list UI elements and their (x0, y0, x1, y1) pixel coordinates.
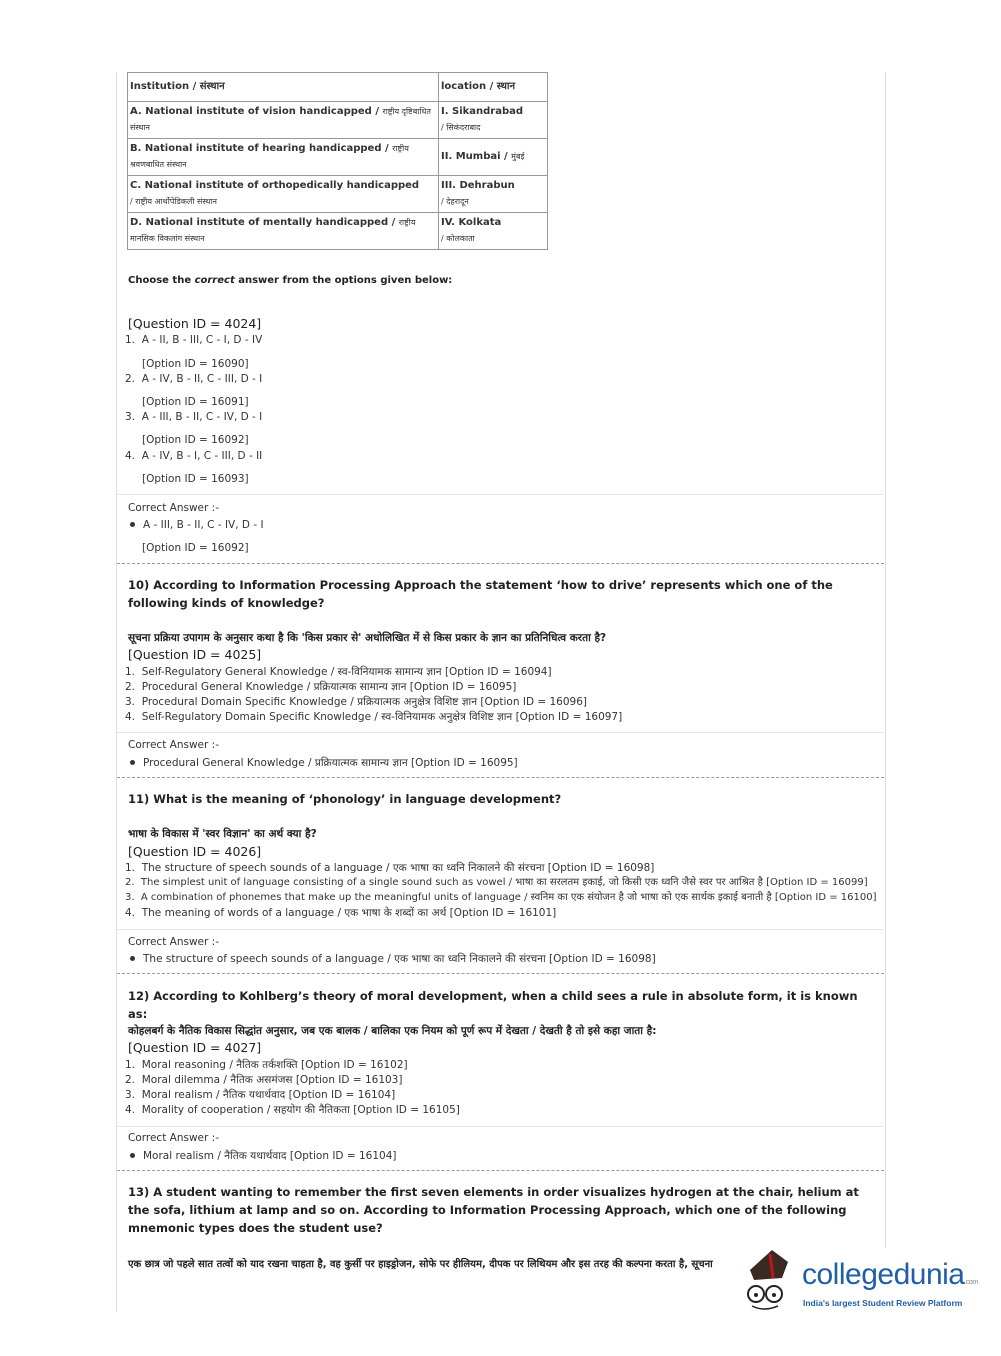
cell-text: C. National institute of orthopedically handicapped (130, 180, 420, 191)
question-id: [Question ID = 4024] (128, 316, 262, 331)
cell-text: A. National institute of vision handicapped / (130, 106, 383, 117)
correct-answer-label: Correct Answer :- (128, 936, 219, 948)
cell-text: III. Dehrabun (441, 180, 515, 191)
bullet-icon (130, 760, 135, 765)
option-item: 2. A - IV, B - II, C - III, D - I (125, 373, 263, 385)
correct-answer: Moral realism / नैतिक यथार्थवाद [Option ID = 16104] (128, 1149, 396, 1163)
divider (117, 732, 884, 733)
logo-tagline: India's largest Student Review Platform (803, 1298, 963, 1308)
option-item: 1. Self-Regulatory General Knowledge / स्व-विनियामक सामान्य ज्ञान [Option ID = 16094] (125, 666, 552, 678)
divider (117, 1126, 884, 1127)
question-separator (117, 1170, 884, 1171)
cell-text: D. National institute of mentally handicapped / (130, 217, 399, 228)
cell-hindi: / राष्ट्रीय आर्थोपेडिकली संस्थान (130, 197, 217, 206)
option-item: 4. A - IV, B - I, C - III, D - II (125, 450, 263, 462)
question-separator (117, 777, 884, 778)
cell-hindi: राष्ट्रीय श्रवणबाधित संस्थान (130, 144, 409, 169)
option-item: 3. A - III, B - II, C - IV, D - I (125, 411, 263, 423)
cell-text: IV. Kolkata (441, 217, 502, 228)
question-id: [Question ID = 4026] (128, 844, 262, 859)
cell-hindi: / देहरादून (441, 197, 469, 206)
question-hindi: भाषा के विकास में 'स्वर विज्ञान' का अर्थ क्या है? (128, 828, 317, 840)
table-header-row (128, 73, 548, 102)
correct-answer-label: Correct Answer :- (128, 739, 219, 751)
instruction-text: Choose the correct answer from the options given below: (128, 275, 453, 286)
table-row (128, 139, 548, 176)
question-text: 12) According to Kohlberg’s theory of moral development, when a child sees a rule in absolute form, it is known as: (128, 989, 858, 1021)
option-item: 3. Moral realism / नैतिक यथार्थवाद [Option ID = 16104] (125, 1089, 396, 1101)
correct-answer: A - III, B - II, C - IV, D - I (128, 518, 264, 532)
divider (117, 929, 884, 930)
bullet-icon (130, 522, 135, 527)
option-item: 2. Procedural General Knowledge / प्रक्रियात्मक सामान्य ज्ञान [Option ID = 16095] (125, 681, 517, 693)
mascot-icon (742, 1248, 800, 1314)
cell-hindi: राष्ट्रीय मानसिक विकलांग संस्थान (130, 218, 416, 243)
cell-hindi: / कोलकाता (441, 234, 475, 243)
option-item: 4. Morality of cooperation / सहयोग की नैतिकता [Option ID = 16105] (125, 1104, 460, 1116)
correct-answer-label: Correct Answer :- (128, 502, 219, 514)
question-hindi: सूचना प्रक्रिया उपागम के अनुसार कथा है कि 'किस प्रकार से' अधोलिखित में से किस प्रकार के ज्ञान का प्रतिनिधित्व करता है? (128, 632, 607, 644)
question-id: [Question ID = 4027] (128, 1040, 262, 1055)
match-table (127, 72, 548, 250)
bullet-icon (130, 956, 135, 961)
correct-answer: The structure of speech sounds of a language / एक भाषा का ध्वनि निकालने की संरचना [Option ID = 16098] (128, 952, 656, 966)
option-id: [Option ID = 16091] (142, 396, 249, 408)
option-item: 4. The meaning of words of a language / एक भाषा के शब्दों का अर्थ [Option ID = 16101] (125, 907, 557, 919)
question-separator (117, 563, 884, 564)
cell-text: B. National institute of hearing handicapped / (130, 143, 393, 154)
option-item: 1. A - II, B - III, C - I, D - IV (125, 334, 263, 346)
divider (117, 494, 884, 495)
option-id: [Option ID = 16093] (142, 473, 249, 485)
question-hindi: एक छात्र जो पहले सात तत्वों को याद रखना चाहता है, वह कुर्सी पर हाइड्रोजन, सोफे पर हीलियम, दीपक पर लिथियम और इस तरह की कल्पना करता है, सूचना (128, 1259, 713, 1270)
question-text: 13) A student wanting to remember the first seven elements in order visualizes hydrogen at the chair, helium at the sofa, lithium at lamp and so on. According to Information Processing Approach, which one of the following mnemonic types does the student use? (128, 1185, 859, 1235)
table-row (128, 213, 548, 250)
table-row (128, 102, 548, 139)
question-hindi: कोहलबर्ग के नैतिक विकास सिद्धांत अनुसार, जब एक बालक / बालिका एक नियम को पूर्ण रूप में देखता / देखती है तो इसे कहा जाता है: (128, 1025, 657, 1037)
cell-hindi: राष्ट्रीय दृष्टिबाधित संस्थान (130, 107, 431, 132)
option-id: [Option ID = 16092] (142, 542, 249, 554)
bullet-icon (130, 1153, 135, 1158)
cell-text: I. Sikandrabad (441, 106, 524, 117)
cell-text: II. Mumbai / (441, 151, 512, 162)
correct-answer: Procedural General Knowledge / प्रक्रियात्मक सामान्य ज्ञान [Option ID = 16095] (128, 756, 518, 770)
cell-hindi: मुंबई (511, 152, 525, 161)
question-text: 10) According to Information Processing Approach the statement ‘how to drive’ represents which one of the following kinds of knowledge? (128, 578, 833, 610)
cell-hindi: / सिकंदराबाद (441, 123, 481, 132)
option-item: 2. Moral dilemma / नैतिक असमंजस [Option ID = 16103] (125, 1074, 403, 1086)
question-id: [Question ID = 4025] (128, 647, 262, 662)
collegedunia-logo (742, 1248, 978, 1314)
option-id: [Option ID = 16090] (142, 358, 249, 370)
correct-answer-label: Correct Answer :- (128, 1132, 219, 1144)
table-header-cell: location / स्थान (439, 73, 548, 102)
logo-suffix: .com (964, 1279, 978, 1286)
question-text: 11) What is the meaning of ‘phonology’ in language development? (128, 792, 562, 806)
logo-name: collegedunia (802, 1258, 965, 1291)
option-item: 1. Moral reasoning / नैतिक तर्कशक्ति [Option ID = 16102] (125, 1059, 408, 1071)
option-id: [Option ID = 16092] (142, 434, 249, 446)
question-separator (117, 973, 884, 974)
table-header-cell: Institution / संस्थान (128, 73, 439, 102)
table-row (128, 176, 548, 213)
option-item: 3. A combination of phonemes that make up the meaningful units of language / स्वनिम का एक संयोजन है जो भाषा को एक सार्थक इकाई बनाती है [Option ID = 16100] (125, 892, 877, 903)
option-item: 2. The simplest unit of language consisting of a single sound such as vowel / भाषा का सरलतम इकाई, जो किसी एक ध्वनि जैसे स्वर पर आश्रित है [Option ID = 16099] (125, 877, 868, 888)
option-item: 1. The structure of speech sounds of a language / एक भाषा का ध्वनि निकालने की संरचना [Option ID = 16098] (125, 862, 655, 874)
option-item: 4. Self-Regulatory Domain Specific Knowledge / स्व-विनियामक अनुक्षेत्र विशिष्ट ज्ञान [Option ID = 16097] (125, 711, 623, 723)
option-item: 3. Procedural Domain Specific Knowledge / प्रक्रियात्मक अनुक्षेत्र विशिष्ट ज्ञान [Option ID = 16096] (125, 696, 587, 708)
